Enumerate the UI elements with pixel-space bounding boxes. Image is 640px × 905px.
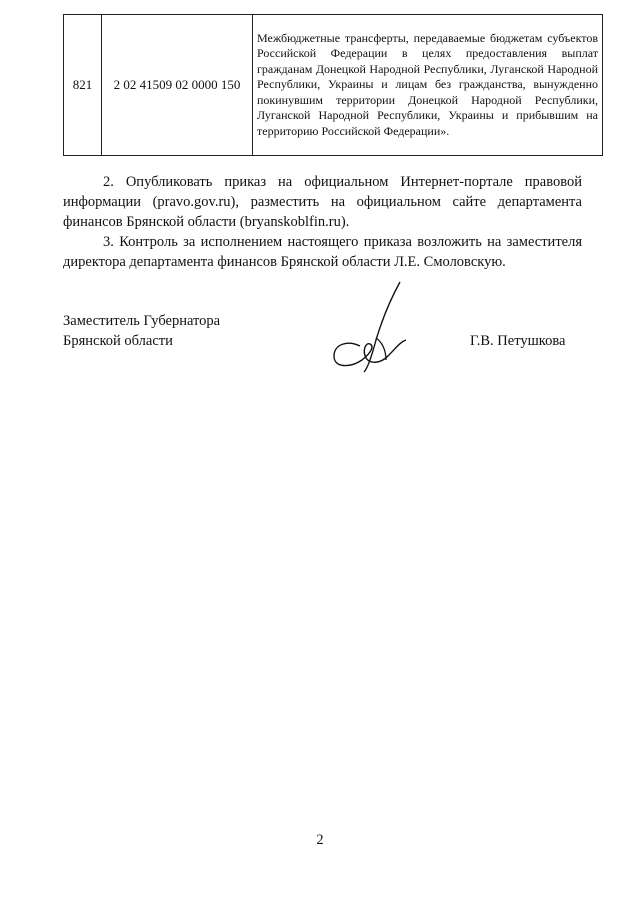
description-cell: Межбюджетные трансферты, передаваемые бюджетам субъектов Российской Федерации в целях предоставления выплат гражданам Донецкой Народной Республики, Луганской Народной Республики, Украины и лицам без гражданства, вынужденно покинувшим территории Донецкой Народной Республики, Луганской Народной Республики, Украины и прибывшим на территорию Российской Федерации». bbox=[253, 15, 603, 156]
paragraph-2: 2. Опубликовать приказ на официальном Интернет-портале правовой информации (pravo.gov.ru), разместить на официальном сайте департамента финансов Брянской области (bryanskoblfin.ru). bbox=[63, 174, 582, 230]
signer-position-line1: Заместитель Губернатора bbox=[63, 313, 221, 329]
signer-position-line2: Брянской области bbox=[63, 333, 173, 349]
signer-position bbox=[63, 311, 220, 351]
paragraph-3: 3. Контроль за исполнением настоящего приказа возложить на заместителя директора департамента финансов Брянской области Л.Е. Смоловскую. bbox=[63, 234, 582, 270]
handwritten-signature bbox=[330, 280, 430, 380]
admin-code-cell: 821 bbox=[64, 15, 102, 156]
page-number: 2 bbox=[316, 832, 324, 848]
signer-name: Г.В. Петушкова bbox=[470, 333, 566, 349]
table-row bbox=[64, 15, 603, 156]
kbk-code-cell: 2 02 41509 02 0000 150 bbox=[102, 15, 253, 156]
kbk-table bbox=[63, 14, 603, 156]
